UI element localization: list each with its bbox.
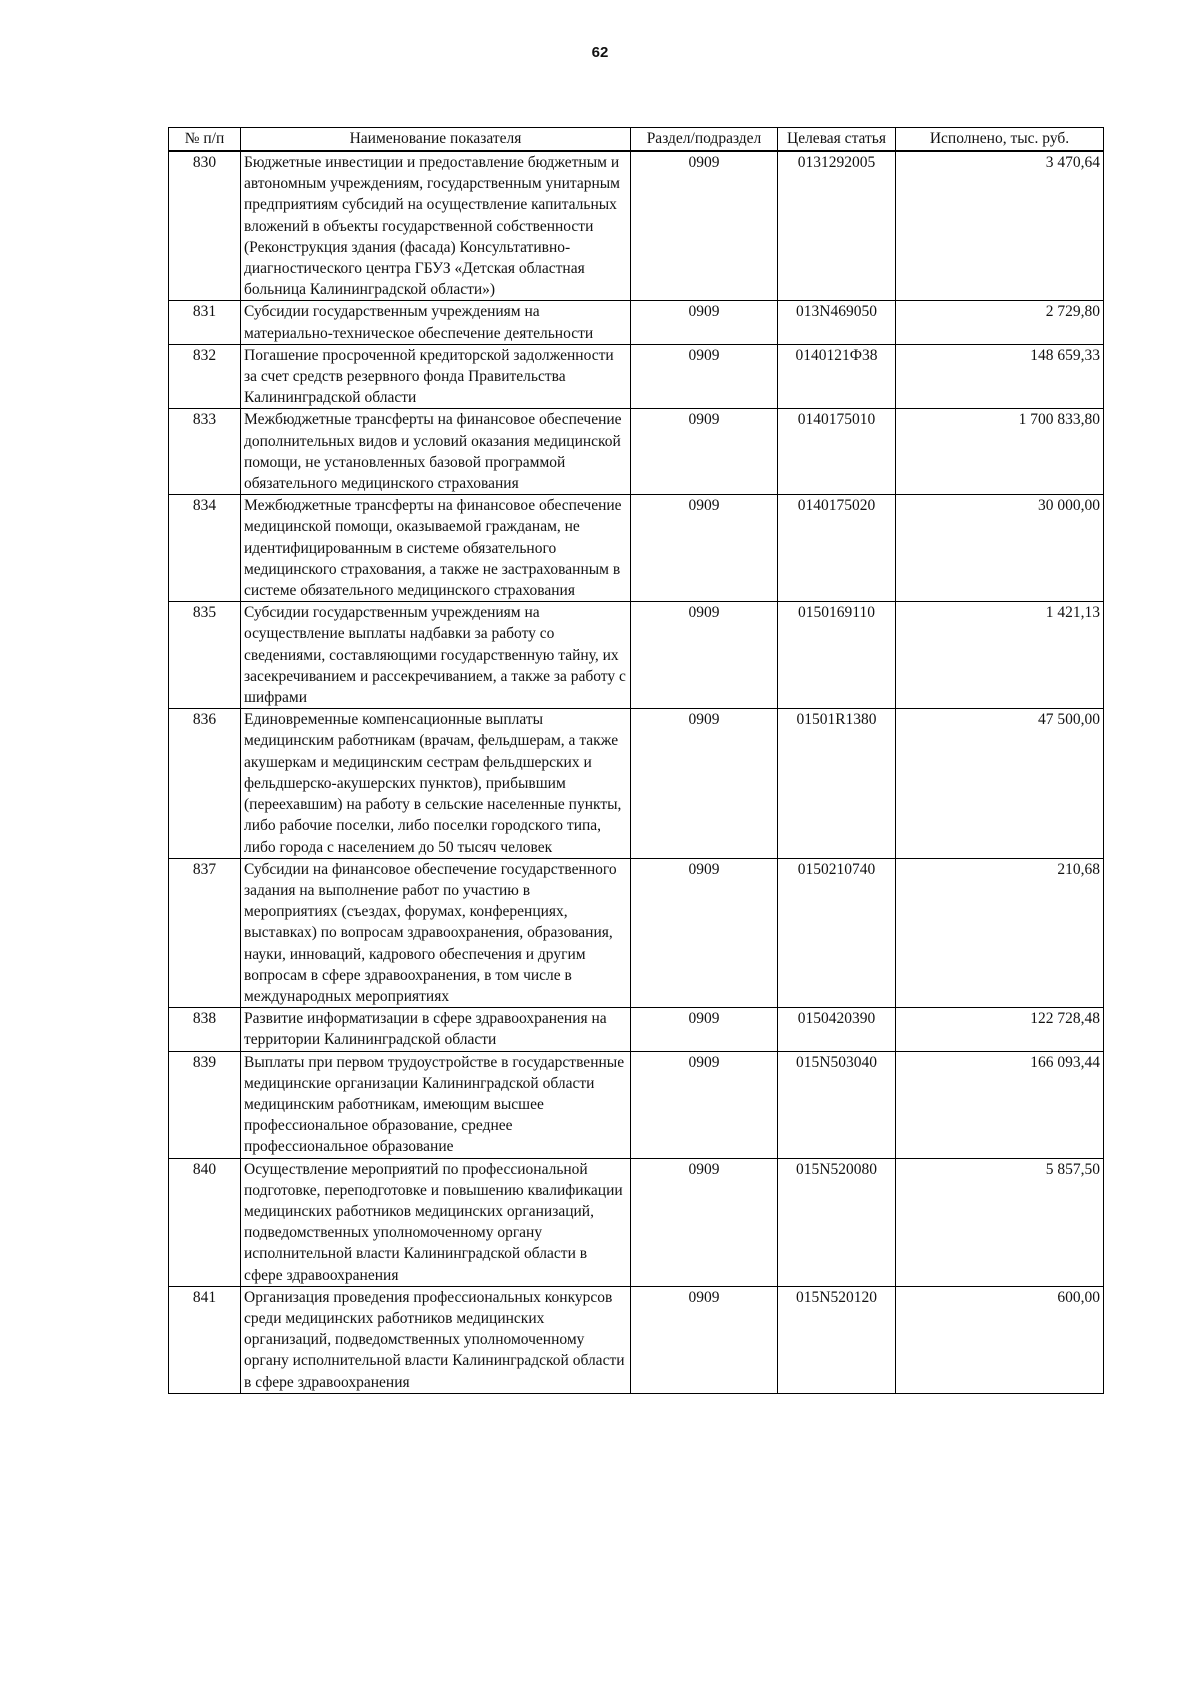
executed-amount: 210,68 (896, 858, 1104, 1007)
row-number: 833 (169, 409, 241, 495)
target-item-code: 01501R1380 (778, 709, 896, 858)
table-row (169, 344, 1104, 409)
header-name: Наименование показателя (241, 128, 631, 152)
table-header-row (169, 128, 1104, 152)
indicator-name: Субсидии государственным учреждениям на осуществление выплаты надбавки за работу со сведениями, составляющими государственную тайну, их засекречиванием и рассекречиванием, а также за работу с шифрами (241, 602, 631, 709)
section-code: 0909 (631, 1286, 778, 1393)
row-number: 837 (169, 858, 241, 1007)
row-number: 840 (169, 1158, 241, 1286)
indicator-name: Межбюджетные трансферты на финансовое обеспечение медицинской помощи, оказываемой гражданам, не идентифицированным в системе обязательного медицинского страхования, а также не застрахованным в системе обязательного медицинского страхования (241, 495, 631, 602)
table-row (169, 858, 1104, 1007)
row-number: 834 (169, 495, 241, 602)
executed-amount: 122 728,48 (896, 1008, 1104, 1051)
section-code: 0909 (631, 344, 778, 409)
indicator-name: Погашение просроченной кредиторской задолженности за счет средств резервного фонда Правительства Калининградской области (241, 344, 631, 409)
target-item-code: 013N469050 (778, 301, 896, 344)
table-row (169, 1286, 1104, 1393)
target-item-code: 0150210740 (778, 858, 896, 1007)
target-item-code: 0150169110 (778, 602, 896, 709)
header-target: Целевая статья (778, 128, 896, 152)
header-section: Раздел/подраздел (631, 128, 778, 152)
target-item-code: 0131292005 (778, 151, 896, 301)
target-item-code: 015N520080 (778, 1158, 896, 1286)
table-row (169, 1008, 1104, 1051)
indicator-name: Субсидии государственным учреждениям на материально-техническое обеспечение деятельности (241, 301, 631, 344)
executed-amount: 600,00 (896, 1286, 1104, 1393)
section-code: 0909 (631, 1008, 778, 1051)
row-number: 841 (169, 1286, 241, 1393)
indicator-name: Выплаты при первом трудоустройстве в государственные медицинские организации Калининградской области медицинским работникам, имеющим высшее профессиональное образование, среднее профессиональное образование (241, 1051, 631, 1158)
row-number: 835 (169, 602, 241, 709)
indicator-name: Организация проведения профессиональных конкурсов среди медицинских работников медицинских организаций, подведомственных уполномоченному органу исполнительной власти Калининградской области в сфере здравоохранения (241, 1286, 631, 1393)
page-number: 62 (591, 44, 609, 61)
section-code: 0909 (631, 495, 778, 602)
executed-amount: 1 700 833,80 (896, 409, 1104, 495)
section-code: 0909 (631, 1051, 778, 1158)
table-row (169, 1051, 1104, 1158)
table-row (169, 709, 1104, 858)
target-item-code: 015N520120 (778, 1286, 896, 1393)
executed-amount: 3 470,64 (896, 151, 1104, 301)
row-number: 832 (169, 344, 241, 409)
executed-amount: 148 659,33 (896, 344, 1104, 409)
section-code: 0909 (631, 301, 778, 344)
section-code: 0909 (631, 858, 778, 1007)
indicator-name: Субсидии на финансовое обеспечение государственного задания на выполнение работ по участию в мероприятиях (съездах, форумах, конференциях, выставках) по вопросам здравоохранения, образования, науки, инноваций, кадрового обеспечения и другим вопросам в сфере здравоохранения, в том числе в международных мероприятиях (241, 858, 631, 1007)
table-row (169, 602, 1104, 709)
executed-amount: 5 857,50 (896, 1158, 1104, 1286)
indicator-name: Осуществление мероприятий по профессиональной подготовке, переподготовке и повышению квалификации медицинских работников медицинских организаций, подведомственных уполномоченному органу исполнительной власти Калининградской области в сфере здравоохранения (241, 1158, 631, 1286)
table-row (169, 151, 1104, 301)
executed-amount: 30 000,00 (896, 495, 1104, 602)
row-number: 839 (169, 1051, 241, 1158)
executed-amount: 47 500,00 (896, 709, 1104, 858)
row-number: 838 (169, 1008, 241, 1051)
indicator-name: Межбюджетные трансферты на финансовое обеспечение дополнительных видов и условий оказания медицинской помощи, не установленных базовой программой обязательного медицинского страхования (241, 409, 631, 495)
section-code: 0909 (631, 1158, 778, 1286)
section-code: 0909 (631, 602, 778, 709)
table-row (169, 409, 1104, 495)
table-row (169, 1158, 1104, 1286)
row-number: 830 (169, 151, 241, 301)
target-item-code: 0140175010 (778, 409, 896, 495)
header-amount: Исполнено, тыс. руб. (896, 128, 1104, 152)
indicator-name: Бюджетные инвестиции и предоставление бюджетным и автономным учреждениям, государственным унитарным предприятиям субсидий на осуществление капитальных вложений в объекты государственной собственности (Реконструкция здания (фасада) Консультативно-диагностического центра ГБУЗ «Детская областная больница Калининградской области») (241, 151, 631, 301)
table-row (169, 301, 1104, 344)
budget-table (168, 127, 1104, 1394)
executed-amount: 166 093,44 (896, 1051, 1104, 1158)
row-number: 831 (169, 301, 241, 344)
target-item-code: 015N503040 (778, 1051, 896, 1158)
executed-amount: 1 421,13 (896, 602, 1104, 709)
section-code: 0909 (631, 409, 778, 495)
table-row (169, 495, 1104, 602)
target-item-code: 0150420390 (778, 1008, 896, 1051)
section-code: 0909 (631, 151, 778, 301)
table-body (169, 151, 1104, 1393)
target-item-code: 0140121Ф38 (778, 344, 896, 409)
header-num: № п/п (169, 128, 241, 152)
indicator-name: Развитие информатизации в сфере здравоохранения на территории Калининградской области (241, 1008, 631, 1051)
target-item-code: 0140175020 (778, 495, 896, 602)
executed-amount: 2 729,80 (896, 301, 1104, 344)
row-number: 836 (169, 709, 241, 858)
section-code: 0909 (631, 709, 778, 858)
indicator-name: Единовременные компенсационные выплаты медицинским работникам (врачам, фельдшерам, а также акушеркам и медицинским сестрам фельдшерских и фельдшерско-акушерских пунктов), прибывшим (переехавшим) на работу в сельские населенные пункты, либо рабочие поселки, либо поселки городского типа, либо города с населением до 50 тысяч человек (241, 709, 631, 858)
